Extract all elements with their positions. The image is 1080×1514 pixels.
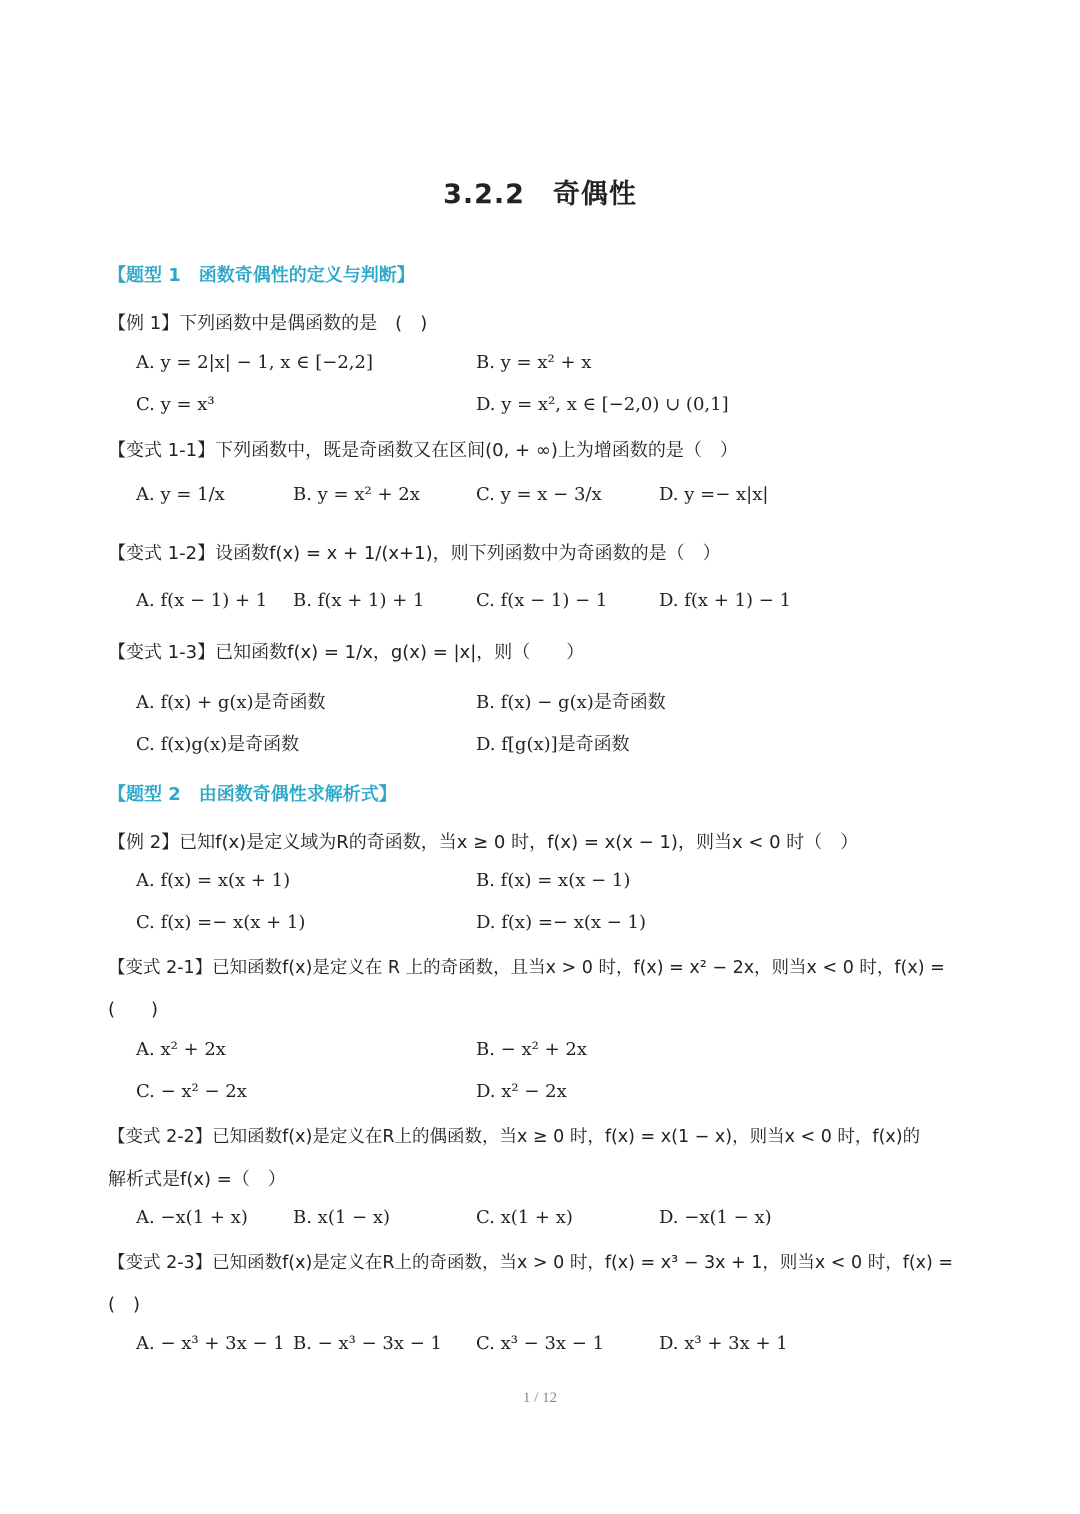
option-c: C. y = x³ [136, 394, 215, 415]
option-b: B. − x³ − 3x − 1 [293, 1333, 442, 1354]
option-c: C. x³ − 3x − 1 [476, 1333, 605, 1354]
option-a: A. x² + 2x [136, 1039, 226, 1060]
option-a: A. f(x) + g(x)是奇函数 [136, 692, 326, 713]
option-b: B. f(x + 1) + 1 [293, 590, 425, 611]
option-d: D. f(x) =− x(x − 1) [476, 912, 647, 933]
option-c: C. f(x)g(x)是奇函数 [136, 734, 300, 755]
option-d: D. x³ + 3x + 1 [659, 1333, 788, 1354]
section-heading-1: 【题型 1 函数奇偶性的定义与判断】 [108, 265, 415, 286]
option-d: D. y = x², x ∈ [−2,0) ∪ (0,1] [476, 394, 729, 415]
option-a: A. f(x) = x(x + 1) [136, 870, 291, 891]
question-variant-2-2: 【变式 2-2】已知函数f(x)是定义在R上的偶函数，当x ≥ 0 时，f(x) = x(1 − x)，则当x < 0 时，f(x)的 [108, 1127, 921, 1147]
option-d: D. −x(1 − x) [659, 1207, 772, 1228]
option-b: B. x(1 − x) [293, 1207, 390, 1228]
section-heading-2: 【题型 2 由函数奇偶性求解析式】 [108, 784, 397, 805]
page-number: 1 / 12 [522, 1390, 558, 1406]
option-c: C. − x² − 2x [136, 1081, 247, 1102]
option-c: C. f(x) =− x(x + 1) [136, 912, 306, 933]
option-a: A. −x(1 + x) [136, 1207, 248, 1228]
option-b: B. y = x² + 2x [293, 484, 420, 505]
question-variant-2-3-cont: ( ) [108, 1294, 141, 1315]
option-c: C. y = x − 3/x [476, 484, 602, 505]
option-d: D. f[g(x)]是奇函数 [476, 734, 630, 755]
option-d: D. y =− x|x| [659, 484, 769, 505]
question-variant-2-1-cont: ( ) [108, 999, 159, 1020]
option-a: A. y = 1/x [136, 484, 225, 505]
option-c: C. x(1 + x) [476, 1207, 573, 1228]
question-variant-2-2-cont: 解析式是f(x) =（ ） [108, 1169, 286, 1190]
option-a: A. f(x − 1) + 1 [136, 590, 268, 611]
option-a: A. − x³ + 3x − 1 [136, 1333, 285, 1354]
question-example-1: 【例 1】下列函数中是偶函数的是 ( ) [108, 313, 428, 334]
question-variant-1-1: 【变式 1-1】下列函数中，既是奇函数又在区间(0, + ∞)上为增函数的是（ ） [108, 440, 738, 461]
option-b: B. f(x) = x(x − 1) [476, 870, 631, 891]
option-d: D. x² − 2x [476, 1081, 567, 1102]
option-b: B. − x² + 2x [476, 1039, 587, 1060]
option-d: D. f(x + 1) − 1 [659, 590, 792, 611]
question-variant-1-3: 【变式 1-3】已知函数f(x) = 1/x，g(x) = |x|，则（ ） [108, 642, 585, 663]
question-example-2: 【例 2】已知f(x)是定义域为R的奇函数，当x ≥ 0 时，f(x) = x(x − 1)，则当x < 0 时（ ） [108, 832, 859, 853]
option-a: A. y = 2|x| − 1, x ∈ [−2,2] [136, 352, 373, 373]
option-c: C. f(x − 1) − 1 [476, 590, 608, 611]
question-variant-2-1: 【变式 2-1】已知函数f(x)是定义在 R 上的奇函数，且当x > 0 时，f(x) = x² − 2x，则当x < 0 时，f(x) = [108, 958, 945, 978]
page-title: 3.2.2 奇偶性 [443, 179, 637, 210]
option-b: B. f(x) − g(x)是奇函数 [476, 692, 666, 713]
option-b: B. y = x² + x [476, 352, 592, 373]
question-variant-1-2: 【变式 1-2】设函数f(x) = x + 1/(x+1)，则下列函数中为奇函数的是（ ） [108, 543, 721, 564]
question-variant-2-3: 【变式 2-3】已知函数f(x)是定义在R上的奇函数，当x > 0 时，f(x) = x³ − 3x + 1，则当x < 0 时，f(x) = [108, 1253, 954, 1273]
